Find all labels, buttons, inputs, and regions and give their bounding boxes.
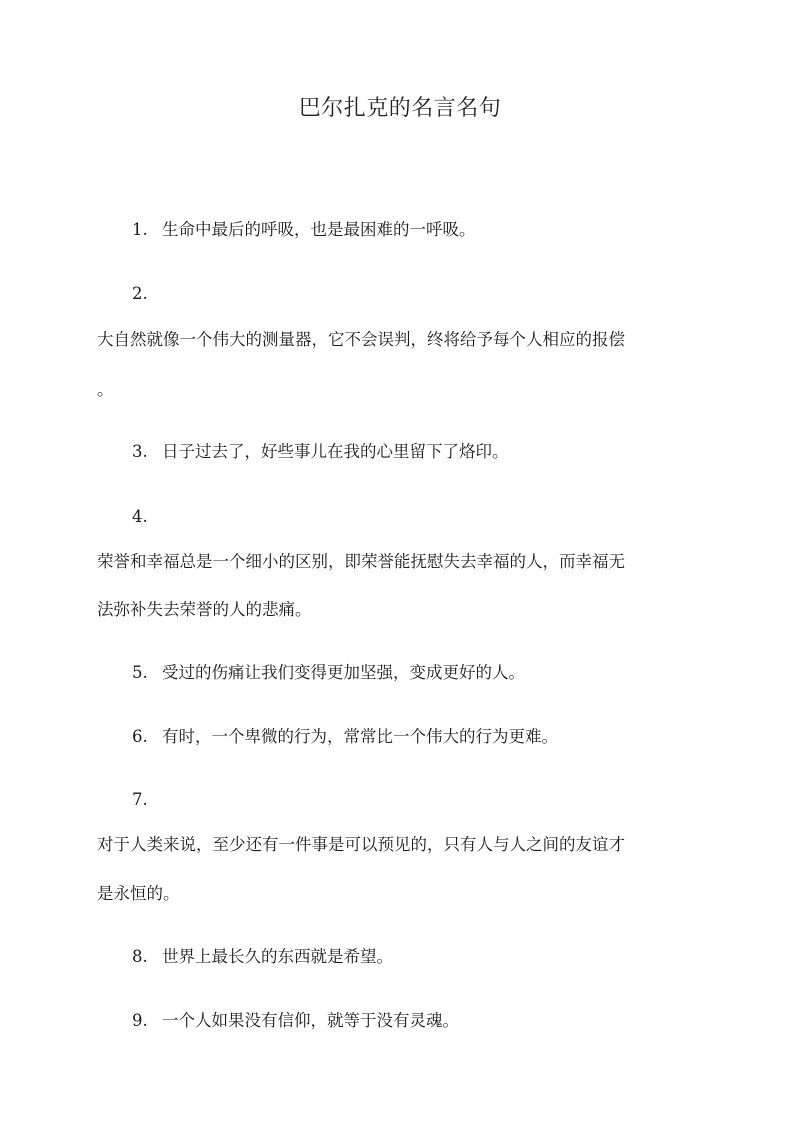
quote-3-text: 日子过去了，好些事儿在我的心里留下了烙印。 bbox=[162, 442, 509, 461]
quote-7-number: 7. bbox=[132, 790, 148, 809]
quote-7-text-line-1: 对于人类来说，至少还有一件事是可以预见的，只有人与人之间的友谊才 bbox=[97, 835, 625, 854]
quote-6-text: 有时，一个卑微的行为，常常比一个伟大的行为更难。 bbox=[162, 727, 558, 746]
quote-2-text-line-1: 大自然就像一个伟大的测量器，它不会误判，终将给予每个人相应的报偿 bbox=[97, 330, 625, 349]
quote-1 bbox=[132, 218, 476, 242]
quote-4-text-line-1: 荣誉和幸福总是一个细小的区别，即荣誉能抚慰失去幸福的人，而幸福无 bbox=[97, 552, 625, 571]
quote-8-number: 8. bbox=[132, 947, 148, 966]
quote-2-text-line-2: 。 bbox=[97, 380, 114, 399]
quote-9 bbox=[132, 1009, 459, 1033]
quote-4-text-line-2: 法弥补失去荣誉的人的悲痛。 bbox=[97, 600, 312, 619]
quote-1-number: 1. bbox=[132, 220, 148, 239]
quote-6 bbox=[132, 725, 558, 749]
quote-5-text: 受过的伤痛让我们变得更加坚强，变成更好的人。 bbox=[162, 663, 525, 682]
quote-8-text: 世界上最长久的东西就是希望。 bbox=[162, 947, 393, 966]
quote-9-number: 9. bbox=[132, 1011, 148, 1030]
quote-9-text: 一个人如果没有信仰，就等于没有灵魂。 bbox=[162, 1011, 459, 1030]
quote-4-number: 4. bbox=[132, 507, 148, 526]
quote-1-text: 生命中最后的呼吸，也是最困难的一呼吸。 bbox=[162, 220, 476, 239]
document-title: 巴尔扎克的名言名句 bbox=[298, 96, 502, 121]
quote-3 bbox=[132, 440, 509, 464]
quote-8 bbox=[132, 945, 393, 969]
quote-7-text-line-2: 是永恒的。 bbox=[97, 884, 180, 903]
quote-3-number: 3. bbox=[132, 442, 148, 461]
quote-6-number: 6. bbox=[132, 727, 148, 746]
quote-2-number: 2. bbox=[132, 284, 148, 303]
quote-5-number: 5. bbox=[132, 663, 148, 682]
quote-5 bbox=[132, 661, 525, 685]
